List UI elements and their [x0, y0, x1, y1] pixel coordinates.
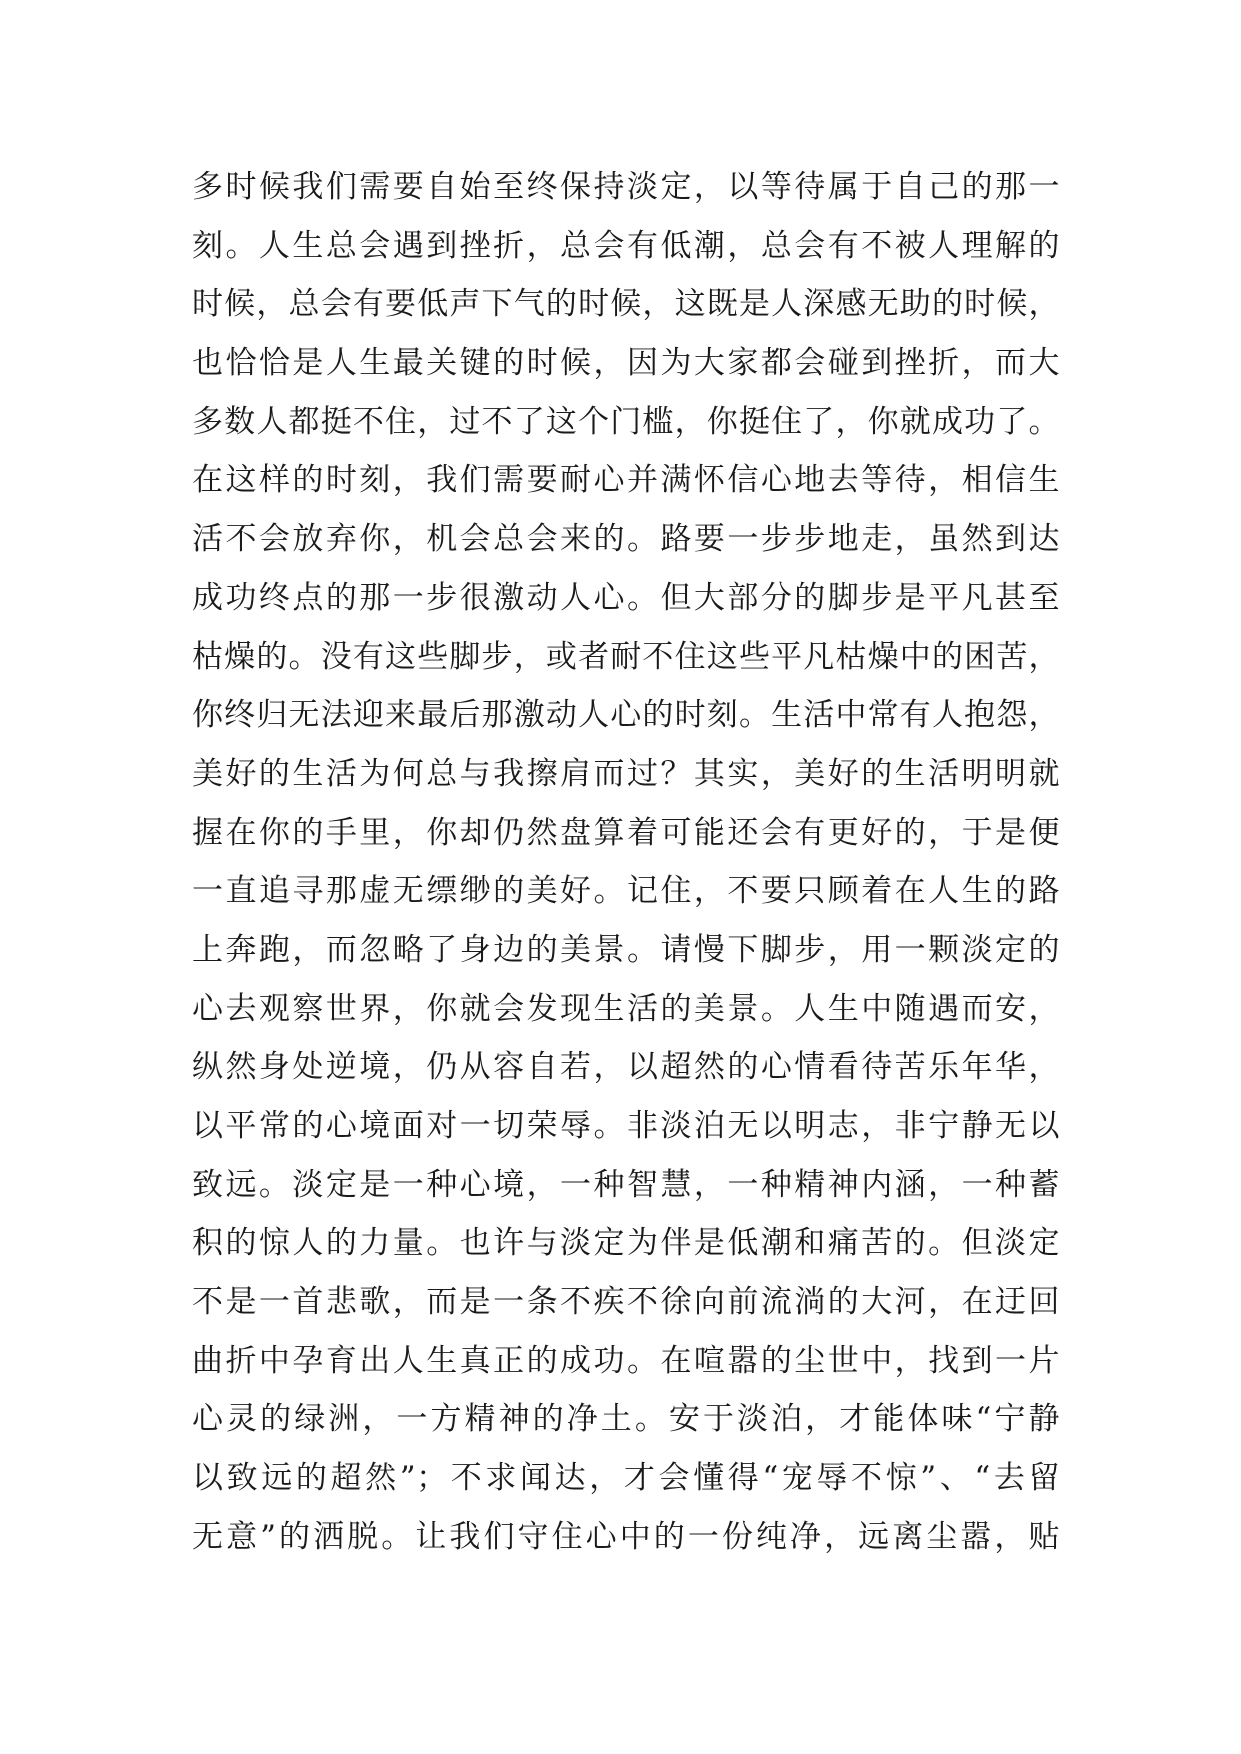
- text-line-14: 上奔跑，而忽略了身边的美景。请慢下脚步，用一颗淡定的: [192, 931, 1060, 968]
- text-line-5: 多数人都挺不住，过不了这个门槛，你挺住了，你就成功了。: [192, 403, 1060, 440]
- text-line-8: 成功终点的那一步很激动人心。但大部分的脚步是平凡甚至: [192, 579, 1060, 616]
- text-line-12: 握在你的手里，你却仍然盘算着可能还会有更好的，于是便: [192, 814, 1060, 851]
- text-line-11: 美好的生活为何总与我擦肩而过？其实，美好的生活明明就: [192, 755, 1060, 792]
- text-line-22: 心灵的绿洲，一方精神的净土。安于淡泊，才能体味“宁静: [192, 1401, 1060, 1438]
- text-line-19: 积的惊人的力量。也许与淡定为伴是低潮和痛苦的。但淡定: [192, 1225, 1060, 1262]
- text-line-1: 多时候我们需要自始至终保持淡定，以等待属于自己的那一: [192, 169, 1060, 205]
- text-line-9: 枯燥的。没有这些脚步，或者耐不住这些平凡枯燥中的困苦，: [192, 638, 1060, 675]
- text-line-23: 以致远的超然”；不求闻达，才会懂得“宠辱不惊”、“去留: [192, 1460, 1060, 1497]
- text-line-18: 致远。淡定是一种心境，一种智慧，一种精神内涵，一种蓄: [192, 1166, 1060, 1203]
- text-line-17: 以平常的心境面对一切荣辱。非淡泊无以明志，非宁静无以: [192, 1108, 1060, 1144]
- text-line-16: 纵然身处逆境，仍从容自若，以超然的心情看待苦乐年华，: [192, 1049, 1060, 1086]
- body-text: [192, 158, 1060, 1567]
- text-line-10: 你终归无法迎来最后那激动人心的时刻。生活中常有人抱怨，: [192, 697, 1060, 734]
- text-line-13: 一直追寻那虚无缥缈的美好。记住，不要只顾着在人生的路: [192, 873, 1060, 910]
- text-line-2: 刻。人生总会遇到挫折，总会有低潮，总会有不被人理解的: [192, 227, 1060, 264]
- text-line-20: 不是一首悲歌，而是一条不疾不徐向前流淌的大河，在迂回: [192, 1284, 1060, 1321]
- text-line-15: 心去观察世界，你就会发现生活的美景。人生中随遇而安，: [192, 990, 1060, 1027]
- text-line-7: 活不会放弃你，机会总会来的。路要一步步地走，虽然到达: [192, 521, 1060, 558]
- text-line-24: 无意”的洒脱。让我们守住心中的一份纯净，远离尘嚣，贴: [192, 1518, 1060, 1555]
- text-line-4: 也恰恰是人生最关键的时候，因为大家都会碰到挫折，而大: [192, 345, 1060, 382]
- text-line-21: 曲折中孕育出人生真正的成功。在喧嚣的尘世中，找到一片: [192, 1342, 1060, 1379]
- text-line-6: 在这样的时刻，我们需要耐心并满怀信心地去等待，相信生: [192, 462, 1060, 499]
- text-line-3: 时候，总会有要低声下气的时候，这既是人深感无助的时候，: [192, 286, 1060, 323]
